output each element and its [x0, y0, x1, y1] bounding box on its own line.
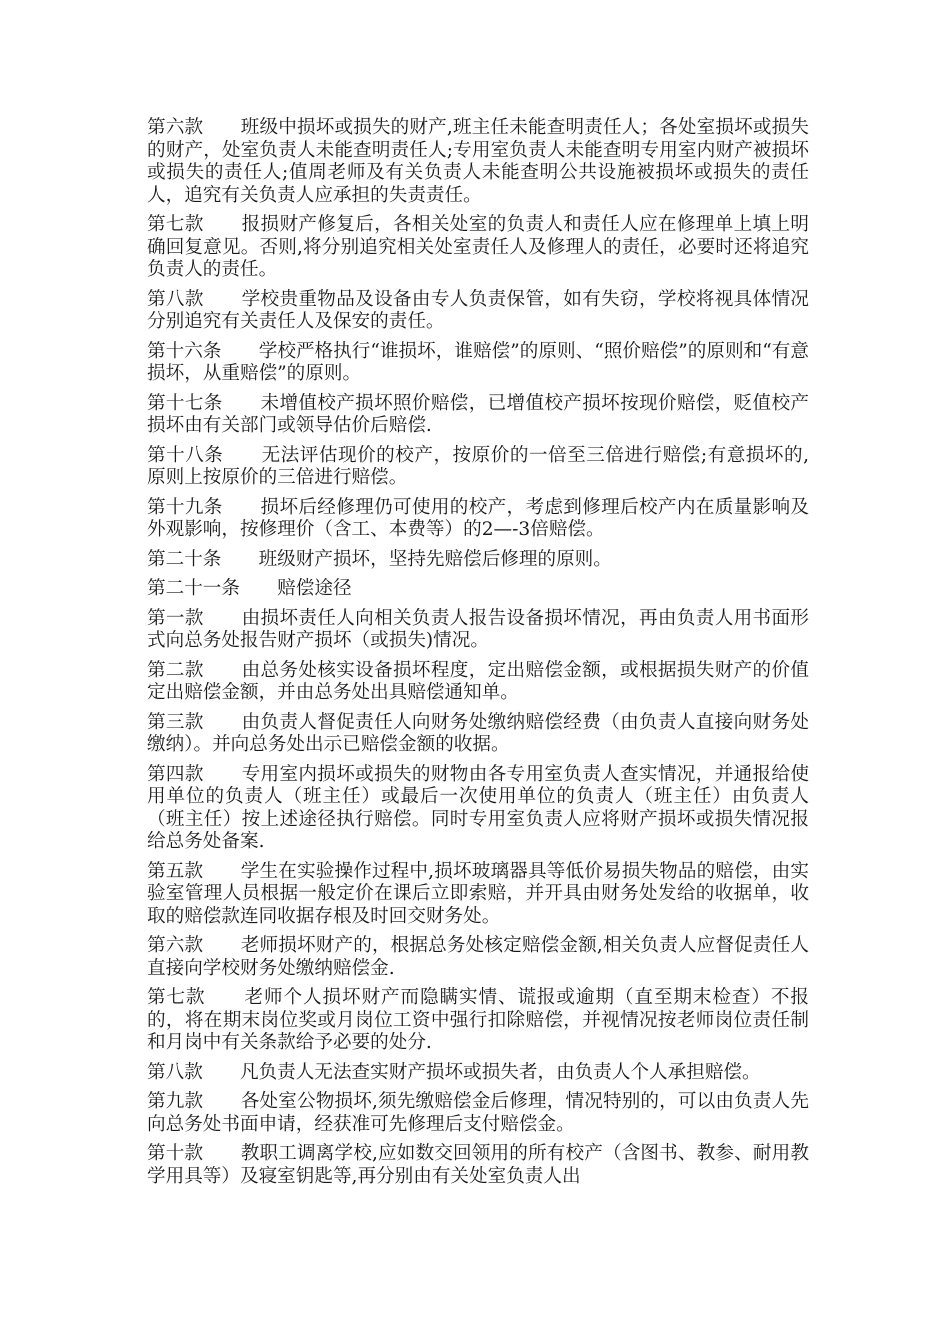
paragraph: 第十六条 学校严格执行“谁损坏，谁赔偿”的原则、“照价赔偿”的原则和“有意损坏，从重赔偿”的原则。: [147, 340, 809, 384]
paragraph: 第二十条 班级财产损坏，坚持先赔偿后修理的原则。: [147, 548, 612, 570]
paragraph: 第七款 报损财产修复后，各相关处室的负责人和责任人应在修理单上填上明确回复意见。否则,将分别追究相关处室责任人及修理人的责任，必要时还将追究负责人的责任。: [147, 214, 809, 280]
paragraph: 第七款 老师个人损坏财产而隐瞒实情、谎报或逾期（直至期末检查）不报的，将在期末岗位奖或月岗位工资中强行扣除赔偿，并视情况按老师岗位责任制和月岗中有关条款给予必要的处分.: [147, 987, 809, 1053]
paragraph: 第二款 由总务处核实设备损坏程度，定出赔偿金额，或根据损失财产的价值定出赔偿金额，并由总务处出具赔偿通知单。: [147, 659, 809, 703]
paragraph: 第十七条 未增值校产损坏照价赔偿，已增值校产损坏按现价赔偿，贬值校产损坏由有关部门或领导估价后赔偿.: [147, 392, 809, 436]
paragraph: 第九款 各处室公物损坏,须先缴赔偿金后修理，情况特别的，可以由负责人先向总务处书面申请，经获准可先修理后支付赔偿金。: [147, 1091, 809, 1135]
paragraph: 第五款 学生在实验操作过程中,损坏玻璃器具等低价易损失物品的赔偿，由实验室管理人员根据一般定价在课后立即索赔，并开具由财务处发给的收据单，收取的赔偿款连同收据存根及时回交财务处。: [147, 860, 809, 927]
paragraph: 第四款 专用室内损坏或损失的财物由各专用室负责人查实情况，并通报给使用单位的负责人（班主任）或最后一次使用单位的负责人（班主任）由负责人（班主任）按上述途径执行赔偿。同时专用室负责人应将财产损坏或损失情况报给总务处备案.: [147, 763, 809, 852]
paragraph: 第一款 由损坏责任人向相关负责人报告设备损坏情况，再由负责人用书面形式向总务处报告财产损坏（或损失)情况。: [147, 607, 809, 651]
paragraph: 第八款 凡负责人无法查实财产损坏或损失者，由负责人个人承担赔偿。: [147, 1061, 761, 1083]
paragraph: 第八款 学校贵重物品及设备由专人负责保管，如有失窃，学校将视具体情况分别追究有关责任人及保安的责任。: [147, 288, 809, 332]
paragraph: 第三款 由负责人督促责任人向财务处缴纳赔偿经费（由负责人直接向财务处缴纳）。并向总务处出示已赔偿金额的收据。: [147, 711, 809, 755]
paragraph: 第十款 教职工调离学校,应如数交回领用的所有校产（含图书、教参、耐用教学用具等）及寝室钥匙等,再分别由有关处室负责人出: [147, 1143, 809, 1187]
paragraph: 第十九条 损坏后经修理仍可使用的校产，考虑到修理后校产内在质量影响及外观影响，按修理价（含工、本费等）的2—-3倍赔偿。: [147, 496, 809, 540]
document-body: [147, 117, 809, 1195]
paragraph: 第二十一条 赔偿途径: [147, 578, 352, 599]
paragraph: 第六款 班级中损坏或损失的财产,班主任未能查明责任人；各处室损坏或损失的财产，处室负责人未能查明责任人;专用室负责人未能查明专用室内财产被损坏或损失的责任人;值周老师及有关负责人未能查明公共设施被损坏或损失的责任人，追究有关负责人应承担的失责责任。: [147, 117, 809, 206]
paragraph: 第六款 老师损坏财产的，根据总务处核定赔偿金额,相关负责人应督促责任人直接向学校财务处缴纳赔偿金.: [147, 935, 809, 979]
paragraph: 第十八条 无法评估现价的校产，按原价的一倍至三倍进行赔偿;有意损坏的,原则上按原价的三倍进行赔偿。: [147, 444, 809, 488]
